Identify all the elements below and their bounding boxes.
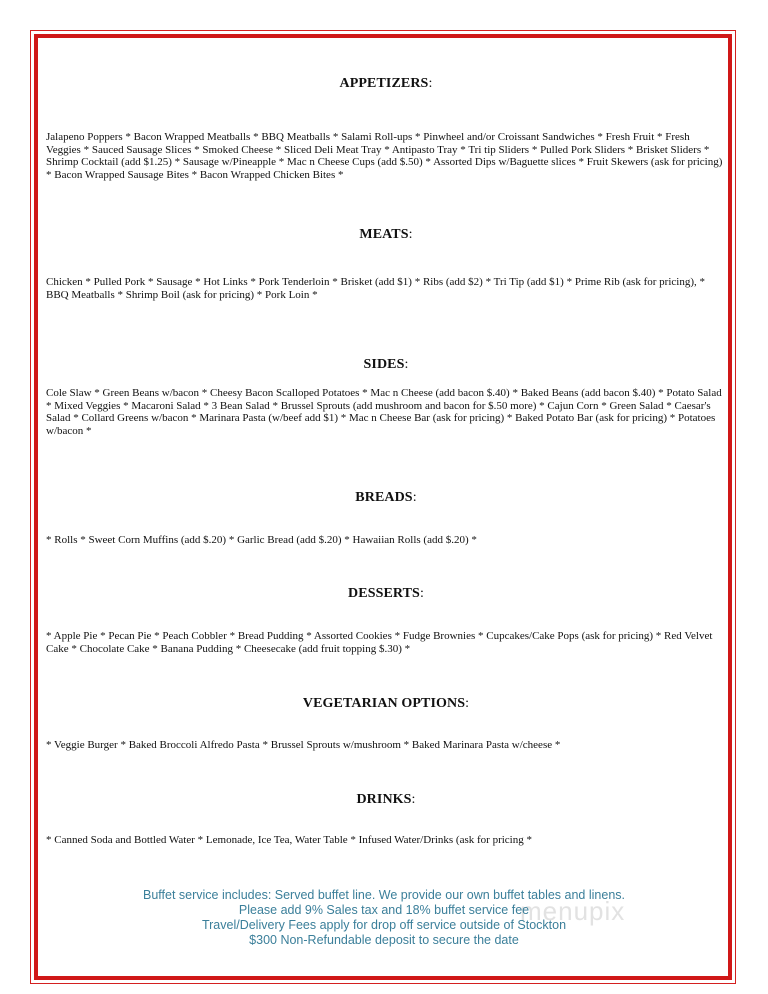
footer-line: Please add 9% Sales tax and 18% buffet service fee (238, 903, 530, 917)
footer-line: Buffet service includes: Served buffet line. We provide our own buffet tables and linens. (142, 888, 625, 902)
footer-line: Travel/Delivery Fees apply for drop off service outside of Stockton (201, 918, 567, 932)
desserts-items: * Apple Pie * Pecan Pie * Peach Cobbler * Bread Pudding * Assorted Cookies * Fudge Brownies * Cupcakes/Cake Pops (ask for pricing) * Red Velvet Cake * Chocolate Cake * Banana Pudding * Cheesecake (add fruit topping $.30) * (46, 630, 713, 655)
appetizers-items: Jalapeno Poppers * Bacon Wrapped Meatballs * BBQ Meatballs * Salami Roll-ups * Pinwheel and/or Croissant Sandwiches * Fresh Fruit * Fresh Veggies * Sauced Sausage Slices * Smoked Cheese * Sliced Deli Meat Tray * Antipasto Tray * Tri tip Sliders * Pulled Pork Sliders * Brisket Sliders * Shrimp Cocktail (add $1.25) * Sausage w/Pineapple * Mac n Cheese Cups (add $.50) * Assorted Dips w/Baguette slices * Fruit Skewers (ask for pricing) * Bacon Wrapped Sausage Bites * Bacon Wrapped Chicken Bites * (46, 131, 723, 181)
appetizers-heading: APPETIZERS: (339, 76, 433, 91)
meats-items: Chicken * Pulled Pork * Sausage * Hot Links * Pork Tenderloin * Brisket (add $1) * Ribs (add $2) * Tri Tip (add $1) * Prime Rib (ask for pricing), * BBQ Meatballs * Shrimp Boil (ask for pricing) * Pork Loin * (46, 276, 705, 301)
breads-heading: BREADS: (355, 490, 417, 505)
meats-heading: MEATS: (359, 227, 413, 242)
drinks-heading: DRINKS: (356, 792, 416, 807)
footer-line: $300 Non-Refundable deposit to secure the date (249, 933, 519, 947)
desserts-heading: DESSERTS: (348, 586, 424, 601)
sides-items: Cole Slaw * Green Beans w/bacon * Cheesy Bacon Scalloped Potatoes * Mac n Cheese (add bacon $.40) * Baked Beans (add bacon $.40) * Potato Salad * Mixed Veggies * Macaroni Salad * 3 Bean Salad * Brussel Sprouts (add mushroom and bacon for $.50 more) * Cajun Corn * Green Salad * Caesar's Salad * Collard Greens w/bacon * Marinara Pasta (w/beef add $1) * Mac n Cheese Bar (ask for pricing) * Baked Potato Bar (ask for pricing) * Potatoes w/bacon * (46, 387, 722, 437)
sides-heading: SIDES: (363, 357, 409, 372)
vegetarian-items: * Veggie Burger * Baked Broccoli Alfredo Pasta * Brussel Sprouts w/mushroom * Baked Marinara Pasta w/cheese * (46, 739, 561, 751)
footer-notes (40, 888, 728, 948)
vegetarian-heading: VEGETARIAN OPTIONS: (302, 696, 470, 711)
drinks-items: * Canned Soda and Bottled Water * Lemonade, Ice Tea, Water Table * Infused Water/Drinks (ask for pricing * (46, 834, 532, 846)
breads-items: * Rolls * Sweet Corn Muffins (add $.20) * Garlic Bread (add $.20) * Hawaiian Rolls (add $.20) * (46, 534, 477, 546)
watermark: menupix (520, 896, 626, 926)
